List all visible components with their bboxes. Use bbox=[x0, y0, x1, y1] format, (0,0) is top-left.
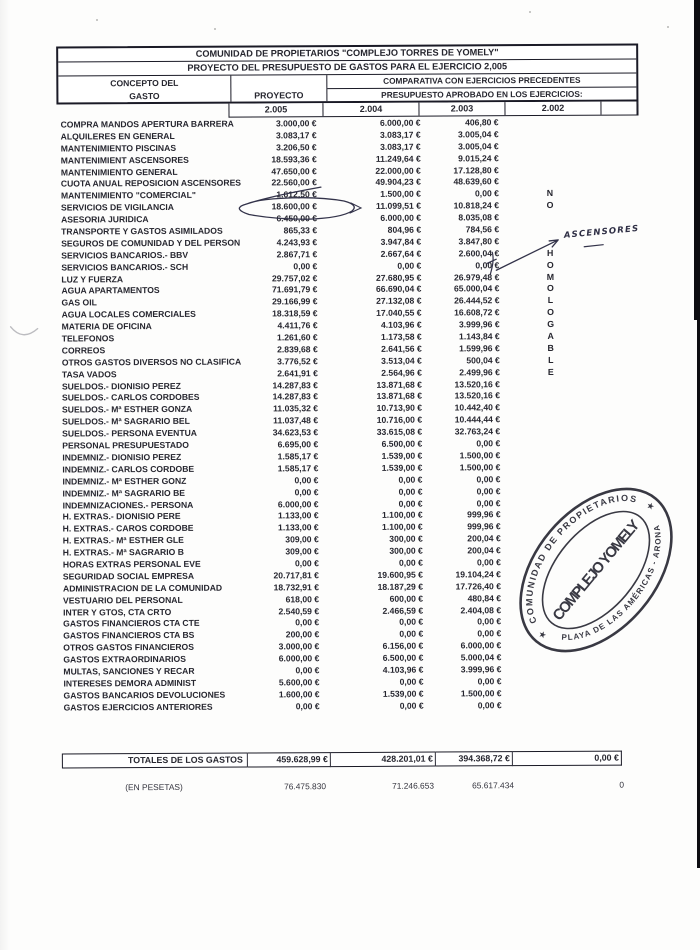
totals-row bbox=[62, 751, 622, 769]
row-value-2003: 17.726,40 € bbox=[455, 580, 502, 592]
row-concept: INDEMNIZ.- CARLOS CORDOBE bbox=[62, 463, 195, 475]
row-value-2004: 6.500,00 € bbox=[381, 438, 423, 449]
row-concept: SUELDOS.- PERSONA EVENTUA bbox=[62, 427, 198, 439]
row-value-2003: 0,00 € bbox=[477, 699, 502, 710]
row-concept: SUELDOS.- Mª SAGRARIO BEL bbox=[62, 416, 190, 427]
row-value-2004: 6.000,00 € bbox=[379, 117, 421, 128]
row-value-2004: 2.667,64 € bbox=[380, 248, 422, 259]
totals-label: TOTALES DE LOS GASTOS bbox=[62, 753, 248, 769]
row-value-2003: 19.104,24 € bbox=[455, 569, 501, 580]
row-value-2003: 406,80 € bbox=[465, 117, 499, 128]
row-value-2005: 1.585,17 € bbox=[277, 462, 319, 474]
row-concept: INDEMNIZ.- Mª SAGRARIO BE bbox=[62, 487, 186, 499]
row-value-2005: 18.318,59 € bbox=[272, 308, 318, 319]
stamp-top-text: COMUNIDAD DE PROPIETARIOS bbox=[524, 493, 639, 626]
row-concept: H. EXTRAS.- DIONISIO PERE bbox=[62, 511, 181, 522]
row-margin-note: O bbox=[546, 283, 554, 294]
row-value-2004: 0,00 € bbox=[398, 557, 423, 568]
row-value-2003: 2.404,08 € bbox=[460, 604, 502, 615]
row-value-2004: 6.000,00 € bbox=[380, 212, 422, 223]
row-value-2005: 29.166,99 € bbox=[272, 296, 318, 307]
row-value-2005: 0,00 € bbox=[295, 665, 320, 676]
row-concept: GASTOS FINANCIEROS CTA BS bbox=[63, 630, 195, 641]
row-concept: INDEMNIZ.- DIONISIO PEREZ bbox=[62, 451, 182, 463]
row-value-2005: 11.037,48 € bbox=[273, 415, 319, 426]
row-value-2004: 1.100,00 € bbox=[381, 510, 423, 521]
row-concept: SERVICIOS DE VIGILANCIA bbox=[60, 202, 175, 213]
row-value-2004: 11.249,64 € bbox=[375, 153, 421, 164]
row-value-2004: 3.083,17 € bbox=[380, 141, 421, 152]
row-value-2003: 10.444,44 € bbox=[454, 414, 501, 425]
year-2002-cell: 2.002 bbox=[505, 102, 601, 116]
row-value-2004: 0,00 € bbox=[399, 700, 424, 711]
row-value-2005: 18.600,00 € bbox=[271, 201, 318, 212]
row-value-2005: 618,00 € bbox=[285, 593, 320, 604]
row-value-2003: 0,00 € bbox=[474, 188, 499, 199]
row-margin-note: O bbox=[546, 259, 554, 270]
row-value-2005: 1.261,60 € bbox=[277, 332, 318, 343]
year-filler-cell bbox=[601, 101, 637, 114]
row-concept: AGUA LOCALES COMERCIALES bbox=[61, 309, 196, 320]
row-value-2004: 0,00 € bbox=[398, 474, 423, 485]
row-value-2004: 17.040,55 € bbox=[376, 307, 422, 319]
row-value-2003: 0,00 € bbox=[476, 485, 501, 496]
row-value-2004: 10.716,00 € bbox=[376, 414, 423, 426]
handwritten-word: ASCENSORES bbox=[563, 223, 640, 241]
comparativa-header-cell bbox=[327, 73, 636, 101]
row-concept: OTROS GASTOS FINANCIEROS bbox=[63, 642, 194, 653]
row-value-2004: 6.156,00 € bbox=[382, 640, 424, 652]
row-value-2005: 6.450,00 € bbox=[276, 213, 318, 224]
row-value-2003: 1.500,00 € bbox=[460, 687, 502, 699]
stamp-center-text: COMPLEJO YOMELY bbox=[549, 516, 644, 625]
row-value-2005: 6.000,00 € bbox=[277, 498, 319, 509]
row-concept: ASESORIA JURIDICA bbox=[61, 214, 149, 225]
expense-table bbox=[59, 117, 622, 714]
row-concept: GAS OIL bbox=[61, 297, 97, 308]
row-value-2005: 6.000,00 € bbox=[278, 653, 320, 664]
row-value-2003: 26.979,48 € bbox=[453, 271, 500, 283]
row-value-2004: 49.904,23 € bbox=[375, 177, 421, 188]
row-value-2004: 4.103,96 € bbox=[380, 319, 422, 330]
row-value-2003: 65.000,04 € bbox=[453, 283, 500, 294]
row-value-2004: 804,96 € bbox=[387, 224, 422, 235]
row-value-2005: 47.650,00 € bbox=[271, 165, 317, 176]
totals-2005: 459.628,99 € bbox=[248, 752, 331, 767]
row-value-2004: 1.539,00 € bbox=[382, 688, 424, 699]
row-value-2003: 8.035,08 € bbox=[458, 212, 500, 223]
row-concept: SEGURIDAD SOCIAL EMPRESA bbox=[62, 570, 195, 582]
row-value-2003: 0,00 € bbox=[477, 628, 502, 639]
row-value-2005: 1.133,00 € bbox=[278, 522, 319, 533]
row-value-2005: 865,33 € bbox=[283, 225, 318, 236]
row-value-2003: 1.143,84 € bbox=[459, 331, 500, 342]
row-margin-note: B bbox=[547, 342, 554, 353]
row-value-2005: 0,00 € bbox=[295, 700, 320, 711]
row-value-2003: 2.499,96 € bbox=[459, 366, 500, 378]
row-value-2005: 29.757,02 € bbox=[271, 272, 318, 283]
scan-edge-dark-bar bbox=[694, 0, 700, 320]
margin-arc-mark bbox=[11, 327, 38, 335]
header-table bbox=[56, 43, 638, 118]
scan-speck bbox=[96, 19, 98, 21]
row-concept: SUELDOS.- Mª ESTHER GONZA bbox=[62, 404, 193, 415]
row-concept: MANTENIMIENTO PISCINAS bbox=[60, 142, 177, 154]
row-value-2005: 3.000,00 € bbox=[278, 641, 320, 652]
row-value-2003: 200,04 € bbox=[467, 545, 501, 556]
row-value-2003: 0,00 € bbox=[476, 497, 501, 508]
row-value-2005: 1.133,00 € bbox=[277, 510, 319, 521]
row-value-2004: 66.690,04 € bbox=[375, 284, 422, 295]
row-value-2005: 1.612,50 € bbox=[276, 189, 317, 200]
row-concept: MATERIA DE OFICINA bbox=[61, 321, 152, 332]
row-value-2004: 22.000,00 € bbox=[375, 165, 421, 176]
row-concept: GASTOS EXTRAORDINARIOS bbox=[63, 653, 186, 665]
row-value-2003: 1.599,96 € bbox=[459, 343, 500, 354]
row-concept: ADMINISTRACION DE LA COMUNIDAD bbox=[62, 582, 223, 594]
row-value-2004: 13.871,68 € bbox=[376, 379, 422, 390]
row-value-2004: 1.539,00 € bbox=[381, 450, 423, 461]
row-value-2005: 3.000,00 € bbox=[275, 118, 317, 129]
row-value-2005: 4.411,76 € bbox=[277, 320, 318, 331]
row-value-2004: 0,00 € bbox=[398, 498, 423, 509]
scan-speck bbox=[214, 28, 216, 30]
row-concept: GASTOS FINANCIEROS CTA CTE bbox=[63, 618, 200, 629]
year-2003-cell: 2.003 bbox=[419, 102, 505, 115]
row-concept: GASTOS EJERCICIOS ANTERIORES bbox=[63, 701, 213, 713]
row-value-2004: 1.100,00 € bbox=[382, 521, 423, 533]
row-value-2003: 13.520,16 € bbox=[454, 390, 501, 401]
row-value-2004: 2.564,96 € bbox=[381, 367, 422, 378]
row-value-2004: 4.103,96 € bbox=[382, 664, 424, 675]
row-value-2004: 2.466,59 € bbox=[382, 605, 424, 616]
row-value-2004: 2.641,56 € bbox=[381, 343, 422, 354]
row-margin-note: H bbox=[547, 247, 554, 258]
row-value-2003: 10.442,40 € bbox=[454, 402, 501, 413]
stamp-star-right: ★ bbox=[643, 499, 657, 513]
row-value-2005: 2.867,71 € bbox=[276, 248, 318, 260]
row-value-2003: 16.608,72 € bbox=[454, 307, 500, 318]
row-value-2005: 3.083,17 € bbox=[275, 130, 317, 141]
concept-label-line2: GASTO bbox=[129, 90, 160, 102]
row-value-2003: 3.999,96 € bbox=[460, 664, 502, 675]
row-value-2005: 71.691,79 € bbox=[271, 284, 318, 295]
row-value-2003: 6.000,00 € bbox=[460, 640, 502, 651]
pesetas-2002: 0 bbox=[619, 779, 625, 790]
row-value-2004: 3.513,04 € bbox=[381, 355, 422, 366]
row-value-2003: 32.763,24 € bbox=[454, 426, 501, 437]
row-margin-note: N bbox=[546, 188, 554, 199]
row-value-2004: 300,00 € bbox=[389, 545, 423, 556]
row-value-2003: 9.015,24 € bbox=[458, 152, 499, 164]
row-concept: MANTENIMIENTO GENERAL bbox=[60, 166, 178, 178]
row-concept: SEGUROS DE COMUNIDAD Y DEL PERSON bbox=[61, 237, 241, 249]
row-value-2005: 4.243,93 € bbox=[276, 237, 318, 248]
row-value-2004: 1.539,00 € bbox=[381, 462, 423, 473]
row-concept: ALQUILERES EN GENERAL bbox=[60, 130, 175, 142]
row-value-2004: 11.099,51 € bbox=[376, 200, 422, 212]
row-margin-note: O bbox=[546, 200, 554, 211]
totals-2002: 0,00 € bbox=[513, 751, 622, 767]
document-title: COMUNIDAD DE PROPIETARIOS "COMPLEJO TORRES DE YOMELY" bbox=[195, 47, 499, 59]
row-value-2005: 18.732,91 € bbox=[273, 581, 320, 593]
concept-header-cell bbox=[58, 76, 231, 103]
row-value-2005: 5.600,00 € bbox=[278, 677, 320, 688]
row-value-2003: 784,56 € bbox=[465, 224, 500, 235]
row-value-2005: 22.560,00 € bbox=[271, 177, 317, 188]
row-value-2003: 13.520,16 € bbox=[454, 378, 500, 390]
row-value-2004: 300,00 € bbox=[389, 533, 423, 544]
row-value-2004: 0,00 € bbox=[399, 617, 424, 628]
row-value-2003: 10.818,24 € bbox=[453, 200, 500, 211]
row-concept: MULTAS, SANCIONES Y RECAR bbox=[63, 665, 195, 677]
row-concept: MANTENIMIENTO "COMERCIAL" bbox=[60, 190, 196, 201]
table-row bbox=[62, 699, 622, 714]
row-value-2004: 0,00 € bbox=[399, 676, 424, 687]
row-value-2003: 1.500,00 € bbox=[459, 450, 501, 461]
row-value-2003: 3.005,04 € bbox=[458, 140, 499, 152]
row-value-2003: 2.600,04 € bbox=[458, 248, 500, 259]
row-value-2004: 27.680,95 € bbox=[375, 272, 422, 283]
row-concept: H. EXTRAS.- CAROS CORDOBE bbox=[62, 523, 194, 534]
comparativa-label: COMPARATIVA CON EJERCICIOS PRECEDENTES bbox=[327, 73, 636, 88]
row-value-2004: 3.083,17 € bbox=[379, 129, 421, 140]
row-concept: SUELDOS.- DIONISIO PEREZ bbox=[61, 380, 181, 392]
row-concept: INTERESES DEMORA ADMINIST bbox=[63, 677, 197, 689]
row-value-2003: 26.444,52 € bbox=[454, 295, 500, 306]
row-concept: INDEMNIZACIONES.- PERSONA bbox=[62, 499, 194, 511]
row-value-2005: 0,00 € bbox=[294, 474, 319, 486]
row-value-2004: 18.187,29 € bbox=[377, 581, 424, 592]
row-value-2005: 2.540,59 € bbox=[278, 605, 320, 616]
row-margin-note: A bbox=[547, 330, 554, 341]
row-value-2004: 19.600,95 € bbox=[377, 569, 423, 580]
year-2004-cell: 2.004 bbox=[323, 103, 419, 117]
row-margin-note: G bbox=[547, 319, 555, 330]
row-concept: HORAS EXTRAS PERSONAL EVE bbox=[62, 558, 201, 570]
scan-speck bbox=[667, 26, 669, 28]
pesetas-2004: 71.246.653 bbox=[392, 780, 435, 791]
row-value-2005: 0,00 € bbox=[294, 558, 319, 569]
row-value-2005: 20.717,81 € bbox=[273, 570, 319, 581]
row-concept: CORREOS bbox=[61, 345, 106, 356]
row-value-2005: 34.623,53 € bbox=[272, 427, 319, 438]
row-value-2003: 0,00 € bbox=[477, 676, 502, 687]
row-value-2005: 3.206,50 € bbox=[276, 141, 317, 153]
row-margin-note: L bbox=[548, 354, 554, 365]
row-margin-note: O bbox=[547, 307, 554, 318]
row-concept: GASTOS BANCARIOS DEVOLUCIONES bbox=[63, 689, 226, 701]
row-concept: INDEMNIZ.- Mª ESTHER GONZ bbox=[62, 475, 187, 487]
row-value-2005: 18.593,36 € bbox=[271, 153, 317, 165]
row-concept: TRANSPORTE Y GASTOS ASIMILADOS bbox=[61, 225, 223, 237]
year-2005-cell: 2.005 bbox=[229, 103, 323, 116]
scan-speck bbox=[529, 11, 531, 13]
row-value-2003: 0,00 € bbox=[476, 438, 501, 449]
row-value-2005: 1.585,17 € bbox=[277, 451, 319, 462]
row-value-2003: 480,84 € bbox=[467, 592, 502, 604]
pesetas-2005: 76.475.830 bbox=[284, 781, 327, 792]
row-concept: COMPRA MANDOS APERTURA BARRERA bbox=[60, 118, 234, 130]
row-value-2003: 0,00 € bbox=[475, 259, 500, 271]
row-value-2005: 0,00 € bbox=[294, 486, 319, 497]
row-value-2003: 3.999,96 € bbox=[458, 319, 500, 330]
row-value-2005: 2.839,68 € bbox=[277, 344, 318, 355]
row-concept: CUOTA ANUAL REPOSICION ASCENSORES bbox=[60, 178, 242, 189]
row-concept: SERVICIOS BANCARIOS.- BBV bbox=[61, 249, 189, 261]
row-margin-note: L bbox=[547, 295, 554, 306]
row-value-2005: 6.695,00 € bbox=[277, 439, 319, 450]
header-column-row bbox=[58, 72, 636, 102]
row-concept: SUELDOS.- CARLOS CORDOBES bbox=[61, 392, 200, 403]
pesetas-row bbox=[62, 779, 632, 794]
row-margin-note: E bbox=[547, 366, 554, 377]
row-value-2003: 48.639,60 € bbox=[453, 176, 499, 187]
row-concept: H. EXTRAS.- Mª ESTHER GLE bbox=[62, 535, 184, 546]
row-concept: VESTUARIO DEL PERSONAL bbox=[63, 594, 183, 606]
proyecto-header-cell: PROYECTO bbox=[231, 75, 327, 102]
pesetas-2003: 65.617.434 bbox=[472, 780, 515, 791]
row-value-2005: 3.776,52 € bbox=[277, 355, 318, 367]
row-value-2005: 14.287,83 € bbox=[272, 379, 318, 390]
row-value-2003: 999,96 € bbox=[467, 521, 501, 532]
row-value-2003: 0,00 € bbox=[476, 557, 501, 568]
presupuesto-label: PRESUPUESTO APROBADO EN LOS EJERCICIOS: bbox=[381, 88, 583, 100]
row-value-2003: 3.005,04 € bbox=[457, 129, 499, 140]
document-subtitle: PROYECTO DEL PRESUPUESTO DE GASTOS PARA EL EJERCICIO 2,005 bbox=[58, 58, 636, 75]
pesetas-label: (EN PESETAS) bbox=[125, 781, 183, 793]
row-concept: INTER Y GTOS, CTA CRTO bbox=[63, 606, 172, 618]
row-concept: LUZ Y FUERZA bbox=[61, 273, 124, 285]
stamp-star-left: ★ bbox=[535, 628, 549, 641]
row-concept: MANTENIMIENT ASCENSORES bbox=[60, 154, 189, 166]
row-value-2003: 1.500,00 € bbox=[459, 462, 501, 473]
row-value-2005: 14.287,83 € bbox=[272, 391, 319, 402]
row-value-2005: 1.600,00 € bbox=[278, 688, 320, 700]
row-value-2004: 10.713,90 € bbox=[376, 402, 423, 414]
row-value-2005: 0,00 € bbox=[293, 260, 318, 271]
row-margin-note: M bbox=[546, 271, 555, 282]
concept-label-line1: CONCEPTO DEL bbox=[110, 77, 179, 89]
header-top-block bbox=[56, 43, 638, 104]
row-value-2003: 500,04 € bbox=[466, 355, 500, 366]
row-value-2005: 2.641,91 € bbox=[277, 367, 318, 379]
row-value-2003: 3.847,80 € bbox=[458, 236, 500, 247]
row-concept: AGUA APARTAMENTOS bbox=[61, 285, 160, 296]
row-value-2004: 0,00 € bbox=[397, 260, 422, 271]
row-value-2004: 33.615,08 € bbox=[376, 426, 423, 438]
row-concept: TASA VADOS bbox=[61, 368, 117, 380]
row-value-2003: 200,04 € bbox=[467, 533, 501, 544]
row-value-2003: 0,00 € bbox=[477, 616, 502, 627]
row-value-2003: 0,00 € bbox=[476, 473, 501, 485]
row-concept: TELEFONOS bbox=[61, 333, 115, 344]
row-value-2005: 309,00 € bbox=[285, 546, 319, 557]
row-value-2005: 309,00 € bbox=[285, 534, 319, 545]
stamp-bottom-text: PLAYA DE LAS AMÉRICAS - ARONA bbox=[561, 523, 663, 642]
row-concept: H. EXTRAS.- Mª SAGRARIO B bbox=[62, 546, 184, 558]
row-value-2004: 1.500,00 € bbox=[380, 188, 421, 200]
row-value-2004: 13.871,68 € bbox=[376, 391, 423, 402]
row-value-2005: 11.035,32 € bbox=[273, 403, 319, 414]
row-value-2004: 6.500,00 € bbox=[382, 652, 424, 663]
row-concept: SERVICIOS BANCARIOS.- SCH bbox=[61, 261, 189, 273]
row-value-2003: 17.128,80 € bbox=[453, 164, 499, 176]
totals-2004: 428.201,01 € bbox=[331, 752, 436, 768]
row-concept: PERSONAL PRESUPUESTADO bbox=[62, 439, 189, 451]
row-value-2005: 200,00 € bbox=[285, 629, 320, 640]
year-header-row bbox=[228, 101, 638, 117]
row-value-2004: 0,00 € bbox=[399, 628, 424, 640]
row-value-2003: 5.000,04 € bbox=[460, 652, 502, 663]
row-value-2004: 1.173,58 € bbox=[381, 331, 422, 342]
row-value-2003: 999,96 € bbox=[467, 509, 501, 520]
row-concept: OTROS GASTOS DIVERSOS NO CLASIFICA bbox=[61, 356, 242, 368]
row-value-2004: 3.947,84 € bbox=[380, 236, 422, 247]
row-value-2004: 27.132,08 € bbox=[376, 295, 422, 307]
row-value-2005: 0,00 € bbox=[295, 617, 320, 628]
row-value-2004: 600,00 € bbox=[389, 593, 424, 604]
row-value-2004: 0,00 € bbox=[398, 486, 423, 497]
totals-2003: 394.368,72 € bbox=[436, 751, 513, 766]
